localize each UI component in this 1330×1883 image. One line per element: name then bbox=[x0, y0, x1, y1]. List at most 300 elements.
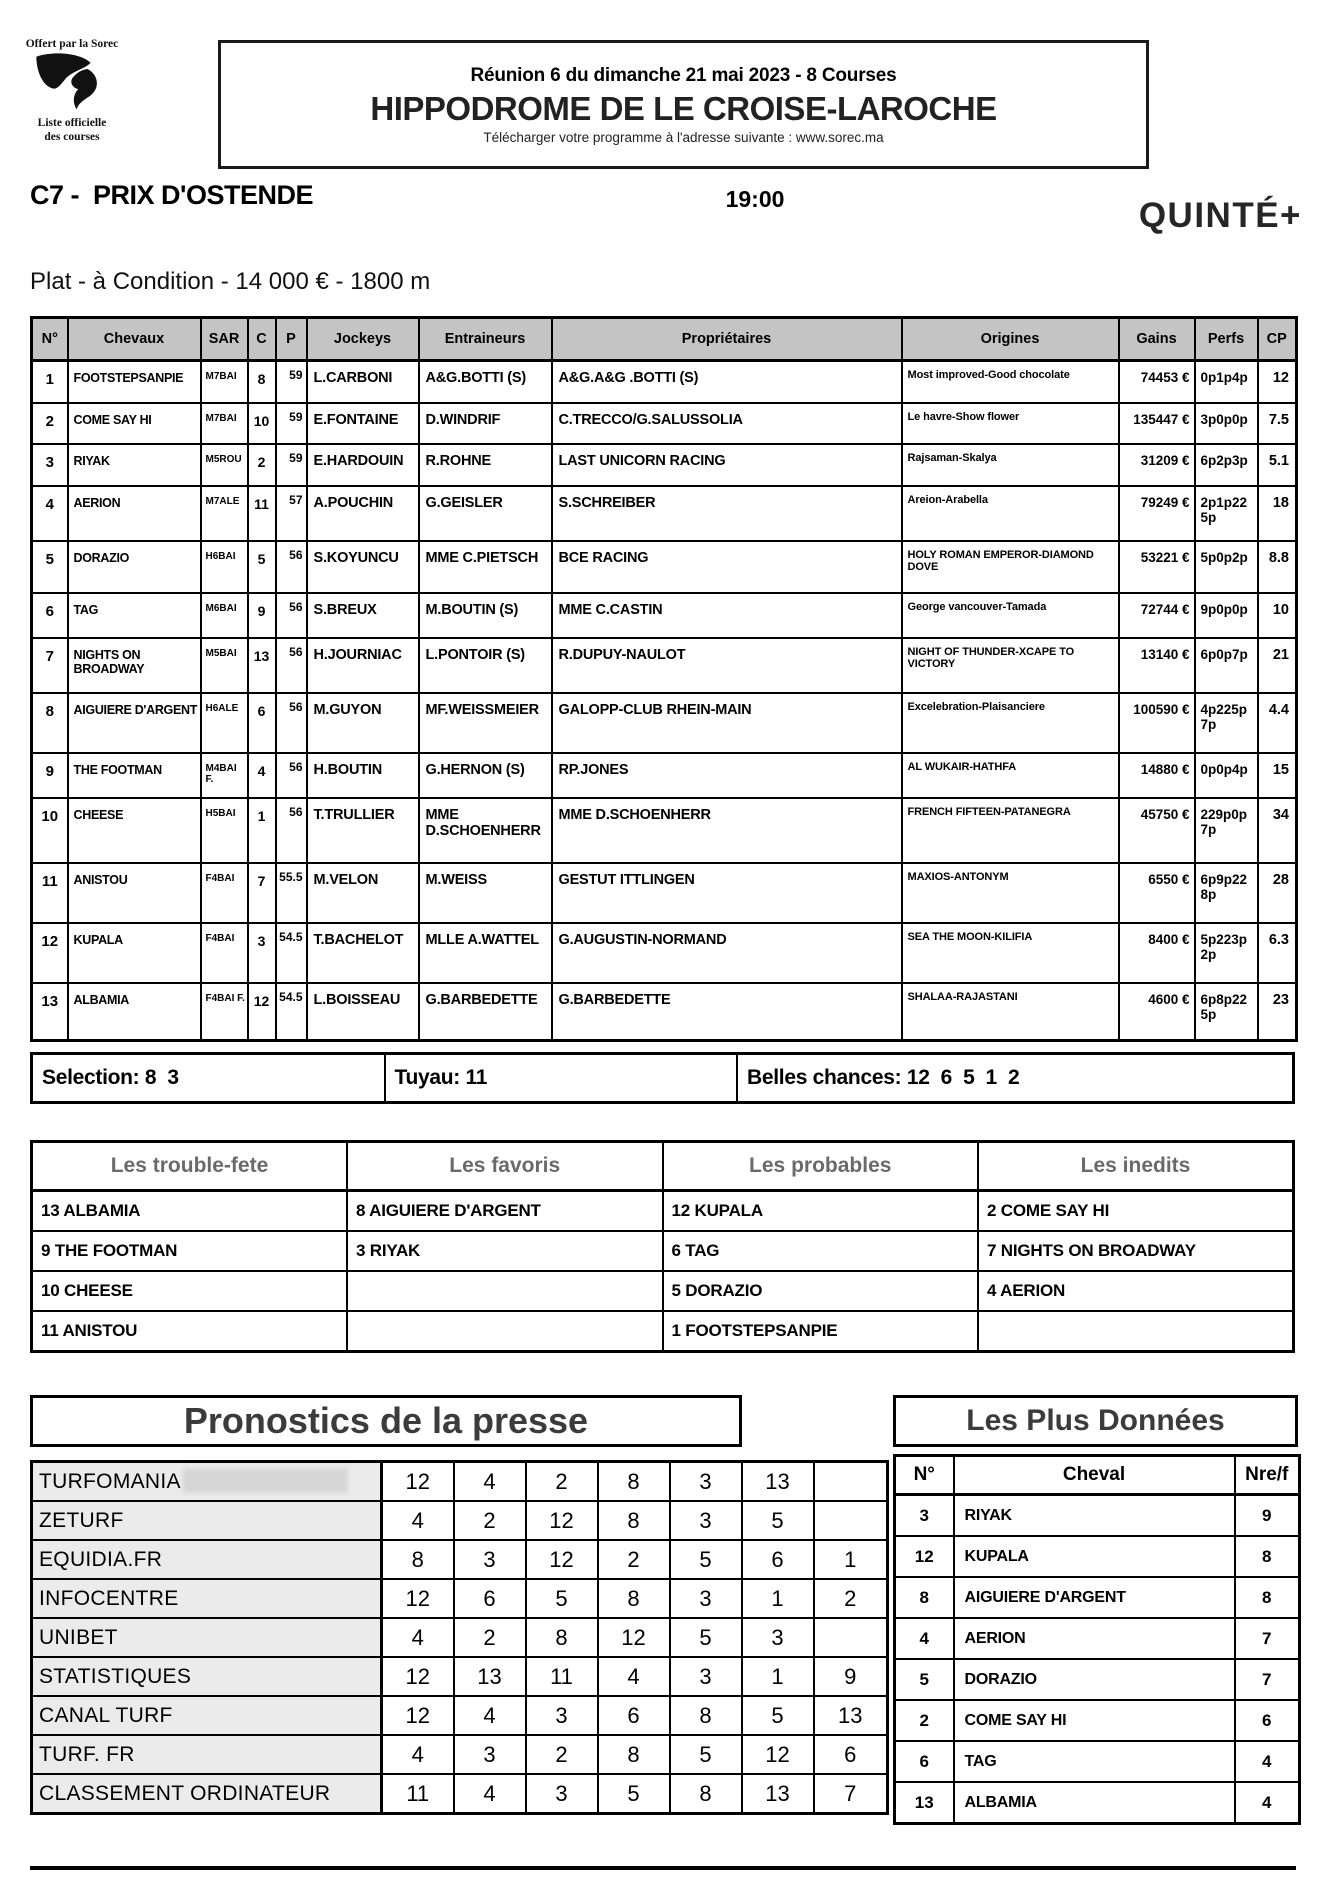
corde: 6 bbox=[248, 693, 276, 753]
poids: 59 bbox=[276, 361, 307, 403]
corde: 10 bbox=[248, 403, 276, 444]
chances-row bbox=[32, 1191, 1294, 1232]
press-pick: 6 bbox=[814, 1735, 888, 1774]
chance-cell: 7 NIGHTS ON BROADWAY bbox=[978, 1231, 1294, 1271]
press-pick: 8 bbox=[598, 1501, 670, 1540]
horse-name: COME SAY HI bbox=[68, 403, 201, 444]
press-pick: 2 bbox=[814, 1579, 888, 1618]
runner-row bbox=[32, 638, 1297, 693]
gains: 45750 € bbox=[1119, 798, 1195, 863]
press-source: EQUIDIA.FR bbox=[32, 1540, 382, 1579]
owner: G.BARBEDETTE bbox=[552, 983, 902, 1041]
press-pick: 13 bbox=[742, 1774, 814, 1814]
press-pick: 8 bbox=[382, 1540, 454, 1579]
runner-row bbox=[32, 753, 1297, 798]
sar: F4BAI F. bbox=[201, 983, 248, 1041]
horse-name: KUPALA bbox=[68, 923, 201, 983]
press-pick: 5 bbox=[670, 1618, 742, 1657]
chance-cell bbox=[347, 1271, 663, 1311]
gains: 8400 € bbox=[1119, 923, 1195, 983]
chance-cell: 10 CHEESE bbox=[32, 1271, 348, 1311]
horse-name: CHEESE bbox=[68, 798, 201, 863]
sorec-horse-logo-icon bbox=[20, 52, 124, 114]
chances-row bbox=[32, 1311, 1294, 1352]
runner-row bbox=[32, 593, 1297, 638]
most-given-row bbox=[895, 1700, 1300, 1741]
col-header-jockeys: Jockeys bbox=[307, 318, 419, 361]
runners-table bbox=[30, 316, 1298, 1042]
chance-cell: 6 TAG bbox=[663, 1231, 979, 1271]
most-given-row bbox=[895, 1659, 1300, 1700]
trainer: M.BOUTIN (S) bbox=[419, 593, 552, 638]
press-row bbox=[32, 1501, 888, 1540]
runner-num: 11 bbox=[32, 863, 68, 923]
jockey: H.JOURNIAC bbox=[307, 638, 419, 693]
press-pick: 5 bbox=[526, 1579, 598, 1618]
sar: F4BAI bbox=[201, 923, 248, 983]
horse-name: RIYAK bbox=[68, 444, 201, 486]
horse-name: TAG bbox=[954, 1741, 1235, 1782]
perfs: 3p0p0p bbox=[1195, 403, 1258, 444]
press-pick bbox=[814, 1462, 888, 1502]
perfs: 5p0p2p bbox=[1195, 541, 1258, 593]
gains: 14880 € bbox=[1119, 753, 1195, 798]
origins: SHALAA-RAJASTANI bbox=[902, 983, 1119, 1041]
press-pick: 4 bbox=[382, 1618, 454, 1657]
jockey: S.BREUX bbox=[307, 593, 419, 638]
corde: 13 bbox=[248, 638, 276, 693]
press-pick: 8 bbox=[598, 1735, 670, 1774]
runner-row bbox=[32, 798, 1297, 863]
press-source: CANAL TURF bbox=[32, 1696, 382, 1735]
press-pick: 8 bbox=[598, 1462, 670, 1502]
jockey: M.VELON bbox=[307, 863, 419, 923]
sar: M4BAI F. bbox=[201, 753, 248, 798]
poids: 57 bbox=[276, 486, 307, 541]
runner-row bbox=[32, 403, 1297, 444]
origins: MAXIOS-ANTONYM bbox=[902, 863, 1119, 923]
col-header-entraineurs: Entraineurs bbox=[419, 318, 552, 361]
cp: 21 bbox=[1258, 638, 1297, 693]
owner: A&G.A&G .BOTTI (S) bbox=[552, 361, 902, 403]
press-pick bbox=[814, 1501, 888, 1540]
most-given-header-row bbox=[895, 1456, 1300, 1495]
press-pick: 3 bbox=[670, 1579, 742, 1618]
gains: 79249 € bbox=[1119, 486, 1195, 541]
runner-row bbox=[32, 541, 1297, 593]
trainer: G.BARBEDETTE bbox=[419, 983, 552, 1041]
corde: 2 bbox=[248, 444, 276, 486]
owner: R.DUPUY-NAULOT bbox=[552, 638, 902, 693]
sar: H5BAI bbox=[201, 798, 248, 863]
col-num: N° bbox=[895, 1456, 954, 1495]
press-pick: 5 bbox=[742, 1501, 814, 1540]
owner: GALOPP-CLUB RHEIN-MAIN bbox=[552, 693, 902, 753]
trainer: R.ROHNE bbox=[419, 444, 552, 486]
chance-cell: 11 ANISTOU bbox=[32, 1311, 348, 1352]
runner-row bbox=[32, 693, 1297, 753]
press-title: Pronostics de la presse bbox=[30, 1395, 742, 1447]
cp: 28 bbox=[1258, 863, 1297, 923]
runner-num: 1 bbox=[32, 361, 68, 403]
press-pick: 5 bbox=[670, 1540, 742, 1579]
press-pick: 1 bbox=[814, 1540, 888, 1579]
owner: RP.JONES bbox=[552, 753, 902, 798]
press-pick: 5 bbox=[598, 1774, 670, 1814]
chances-header-row bbox=[32, 1142, 1294, 1191]
press-pick: 12 bbox=[526, 1540, 598, 1579]
sar: H6ALE bbox=[201, 693, 248, 753]
blurred-redaction bbox=[183, 1468, 348, 1493]
trainer: MLLE A.WATTEL bbox=[419, 923, 552, 983]
horse-name: ALBAMIA bbox=[954, 1782, 1235, 1824]
count: 7 bbox=[1235, 1618, 1300, 1659]
owner: C.TRECCO/G.SALUSSOLIA bbox=[552, 403, 902, 444]
gains: 4600 € bbox=[1119, 983, 1195, 1041]
press-pick: 12 bbox=[382, 1696, 454, 1735]
chance-cell: 5 DORAZIO bbox=[663, 1271, 979, 1311]
corde: 4 bbox=[248, 753, 276, 798]
press-pick: 11 bbox=[526, 1657, 598, 1696]
press-pick: 5 bbox=[670, 1735, 742, 1774]
press-row bbox=[32, 1540, 888, 1579]
press-pick: 12 bbox=[742, 1735, 814, 1774]
sar: M7ALE bbox=[201, 486, 248, 541]
chance-cell: 9 THE FOOTMAN bbox=[32, 1231, 348, 1271]
gains: 72744 € bbox=[1119, 593, 1195, 638]
press-pick: 3 bbox=[670, 1462, 742, 1502]
press-pick: 12 bbox=[598, 1618, 670, 1657]
owner: GESTUT ITTLINGEN bbox=[552, 863, 902, 923]
press-pick: 8 bbox=[670, 1774, 742, 1814]
press-pick: 4 bbox=[598, 1657, 670, 1696]
runner-row bbox=[32, 361, 1297, 403]
jockey: T.TRULLIER bbox=[307, 798, 419, 863]
origins: AL WUKAIR-HATHFA bbox=[902, 753, 1119, 798]
corde: 3 bbox=[248, 923, 276, 983]
press-pick: 4 bbox=[382, 1501, 454, 1540]
poids: 59 bbox=[276, 403, 307, 444]
trainer: M.WEISS bbox=[419, 863, 552, 923]
col-header-perfs: Perfs bbox=[1195, 318, 1258, 361]
press-pick: 2 bbox=[526, 1735, 598, 1774]
horse-name: COME SAY HI bbox=[954, 1700, 1235, 1741]
chances-table bbox=[30, 1140, 1295, 1353]
runner-num: 5 bbox=[32, 541, 68, 593]
chance-cell bbox=[347, 1311, 663, 1352]
runner-num: 9 bbox=[32, 753, 68, 798]
cp: 10 bbox=[1258, 593, 1297, 638]
chance-cell: 4 AERION bbox=[978, 1271, 1294, 1311]
origins: NIGHT OF THUNDER-XCAPE TO VICTORY bbox=[902, 638, 1119, 693]
page-cutoff-line bbox=[30, 1866, 1296, 1870]
cp: 12 bbox=[1258, 361, 1297, 403]
jockey: A.POUCHIN bbox=[307, 486, 419, 541]
jockey: H.BOUTIN bbox=[307, 753, 419, 798]
press-pick: 4 bbox=[454, 1696, 526, 1735]
chances-row bbox=[32, 1231, 1294, 1271]
col-header-p: P bbox=[276, 318, 307, 361]
press-pick: 3 bbox=[454, 1540, 526, 1579]
gains: 53221 € bbox=[1119, 541, 1195, 593]
chance-cell: 2 COME SAY HI bbox=[978, 1191, 1294, 1232]
perfs: 5p223p2p bbox=[1195, 923, 1258, 983]
col-header-gains: Gains bbox=[1119, 318, 1195, 361]
press-pick: 1 bbox=[742, 1579, 814, 1618]
press-pick: 2 bbox=[598, 1540, 670, 1579]
sar: M6BAI bbox=[201, 593, 248, 638]
runner-num: 10 bbox=[32, 798, 68, 863]
sorec-logo bbox=[20, 38, 124, 145]
origins: SEA THE MOON-KILIFIA bbox=[902, 923, 1119, 983]
horse-num: 8 bbox=[895, 1577, 954, 1618]
trainer: G.HERNON (S) bbox=[419, 753, 552, 798]
selection-label: Selection: 8 3 bbox=[33, 1055, 386, 1101]
owner: MME C.CASTIN bbox=[552, 593, 902, 638]
gains: 100590 € bbox=[1119, 693, 1195, 753]
poids: 56 bbox=[276, 541, 307, 593]
col-header-cp: CP bbox=[1258, 318, 1297, 361]
horse-name: AERION bbox=[68, 486, 201, 541]
owner: S.SCHREIBER bbox=[552, 486, 902, 541]
press-pick bbox=[814, 1618, 888, 1657]
count: 9 bbox=[1235, 1495, 1300, 1537]
sar: M5ROU bbox=[201, 444, 248, 486]
press-source: ZETURF bbox=[32, 1501, 382, 1540]
race-time: 19:00 bbox=[725, 186, 785, 212]
press-source: CLASSEMENT ORDINATEUR bbox=[32, 1774, 382, 1814]
perfs: 6p0p7p bbox=[1195, 638, 1258, 693]
col-header-chevaux: Chevaux bbox=[68, 318, 201, 361]
runner-num: 3 bbox=[32, 444, 68, 486]
runner-num: 6 bbox=[32, 593, 68, 638]
horse-name: KUPALA bbox=[954, 1536, 1235, 1577]
runner-num: 7 bbox=[32, 638, 68, 693]
corde: 12 bbox=[248, 983, 276, 1041]
press-pick: 6 bbox=[598, 1696, 670, 1735]
chance-cell: 3 RIYAK bbox=[347, 1231, 663, 1271]
runner-row bbox=[32, 444, 1297, 486]
runner-num: 2 bbox=[32, 403, 68, 444]
horse-num: 3 bbox=[895, 1495, 954, 1537]
horse-name: AIGUIERE D'ARGENT bbox=[68, 693, 201, 753]
press-source: TURF. FR bbox=[32, 1735, 382, 1774]
origins: Most improved-Good chocolate bbox=[902, 361, 1119, 403]
sar: H6BAI bbox=[201, 541, 248, 593]
trainer: G.GEISLER bbox=[419, 486, 552, 541]
chances-row bbox=[32, 1271, 1294, 1311]
race-conditions: Plat - à Condition - 14 000 € - 1800 m bbox=[30, 268, 431, 295]
most-given-table bbox=[893, 1454, 1301, 1825]
press-row bbox=[32, 1774, 888, 1814]
jockey: E.FONTAINE bbox=[307, 403, 419, 444]
perfs: 6p8p225p bbox=[1195, 983, 1258, 1041]
trainer: D.WINDRIF bbox=[419, 403, 552, 444]
horse-name: ANISTOU bbox=[68, 863, 201, 923]
selection-bar bbox=[30, 1052, 1295, 1104]
trainer: MME D.SCHOENHERR bbox=[419, 798, 552, 863]
press-pick: 8 bbox=[670, 1696, 742, 1735]
col-header-sar: SAR bbox=[201, 318, 248, 361]
press-row bbox=[32, 1657, 888, 1696]
press-pick: 8 bbox=[526, 1618, 598, 1657]
poids: 56 bbox=[276, 593, 307, 638]
cp: 6.3 bbox=[1258, 923, 1297, 983]
press-pick: 5 bbox=[742, 1696, 814, 1735]
sar: M7BAI bbox=[201, 403, 248, 444]
press-pick: 2 bbox=[454, 1618, 526, 1657]
col-favoris: Les favoris bbox=[347, 1142, 663, 1191]
press-pick: 6 bbox=[454, 1579, 526, 1618]
press-pick: 7 bbox=[814, 1774, 888, 1814]
chance-cell: 8 AIGUIERE D'ARGENT bbox=[347, 1191, 663, 1232]
origins: Excelebration-Plaisanciere bbox=[902, 693, 1119, 753]
quinte-badge: QUINTÉ+ bbox=[1138, 196, 1302, 235]
meeting-header-box bbox=[218, 40, 1149, 169]
count: 8 bbox=[1235, 1577, 1300, 1618]
press-pick: 13 bbox=[814, 1696, 888, 1735]
press-pick: 12 bbox=[526, 1501, 598, 1540]
press-pick: 9 bbox=[814, 1657, 888, 1696]
origins: FRENCH FIFTEEN-PATANEGRA bbox=[902, 798, 1119, 863]
trainer: A&G.BOTTI (S) bbox=[419, 361, 552, 403]
cp: 5.1 bbox=[1258, 444, 1297, 486]
press-pick: 13 bbox=[454, 1657, 526, 1696]
jockey: M.GUYON bbox=[307, 693, 419, 753]
runner-row bbox=[32, 983, 1297, 1041]
horse-num: 6 bbox=[895, 1741, 954, 1782]
jockey: T.BACHELOT bbox=[307, 923, 419, 983]
runner-num: 12 bbox=[32, 923, 68, 983]
owner: LAST UNICORN RACING bbox=[552, 444, 902, 486]
horse-name: ALBAMIA bbox=[68, 983, 201, 1041]
runner-row bbox=[32, 863, 1297, 923]
race-title: C7 - PRIX D'OSTENDE bbox=[30, 180, 313, 210]
horse-name: DORAZIO bbox=[68, 541, 201, 593]
cp: 4.4 bbox=[1258, 693, 1297, 753]
press-pick: 3 bbox=[742, 1618, 814, 1657]
cp: 8.8 bbox=[1258, 541, 1297, 593]
poids: 59 bbox=[276, 444, 307, 486]
owner: G.AUGUSTIN-NORMAND bbox=[552, 923, 902, 983]
most-given-row bbox=[895, 1741, 1300, 1782]
logo-bottom-text: Liste officielle des courses bbox=[37, 117, 107, 144]
most-given-row bbox=[895, 1536, 1300, 1577]
horse-name: AIGUIERE D'ARGENT bbox=[954, 1577, 1235, 1618]
press-pick: 12 bbox=[382, 1579, 454, 1618]
perfs: 0p0p4p bbox=[1195, 753, 1258, 798]
press-source: INFOCENTRE bbox=[32, 1579, 382, 1618]
most-given-row bbox=[895, 1577, 1300, 1618]
runner-num: 8 bbox=[32, 693, 68, 753]
horse-name: AERION bbox=[954, 1618, 1235, 1659]
press-pick: 2 bbox=[526, 1462, 598, 1502]
perfs: 4p225p7p bbox=[1195, 693, 1258, 753]
poids: 54.5 bbox=[276, 983, 307, 1041]
press-row bbox=[32, 1579, 888, 1618]
corde: 7 bbox=[248, 863, 276, 923]
owner: MME D.SCHOENHERR bbox=[552, 798, 902, 863]
press-row bbox=[32, 1735, 888, 1774]
most-given-row bbox=[895, 1782, 1300, 1824]
corde: 11 bbox=[248, 486, 276, 541]
press-pick: 3 bbox=[526, 1774, 598, 1814]
press-pick: 4 bbox=[454, 1462, 526, 1502]
chance-cell: 13 ALBAMIA bbox=[32, 1191, 348, 1232]
owner: BCE RACING bbox=[552, 541, 902, 593]
gains: 135447 € bbox=[1119, 403, 1195, 444]
runner-num: 4 bbox=[32, 486, 68, 541]
press-pick: 8 bbox=[598, 1579, 670, 1618]
col-cheval: Cheval bbox=[954, 1456, 1235, 1495]
press-pick: 4 bbox=[454, 1774, 526, 1814]
press-pick: 12 bbox=[382, 1462, 454, 1502]
poids: 56 bbox=[276, 798, 307, 863]
horse-name: RIYAK bbox=[954, 1495, 1235, 1537]
press-pick: 1 bbox=[742, 1657, 814, 1696]
origins: Areion-Arabella bbox=[902, 486, 1119, 541]
horse-name: DORAZIO bbox=[954, 1659, 1235, 1700]
cp: 23 bbox=[1258, 983, 1297, 1041]
perfs: 6p9p228p bbox=[1195, 863, 1258, 923]
runners-header-row bbox=[32, 318, 1297, 361]
perfs: 229p0p7p bbox=[1195, 798, 1258, 863]
jockey: L.CARBONI bbox=[307, 361, 419, 403]
horse-name: TAG bbox=[68, 593, 201, 638]
perfs: 6p2p3p bbox=[1195, 444, 1258, 486]
gains: 6550 € bbox=[1119, 863, 1195, 923]
jockey: S.KOYUNCU bbox=[307, 541, 419, 593]
press-table bbox=[30, 1460, 889, 1815]
press-pick: 2 bbox=[454, 1501, 526, 1540]
horse-name: THE FOOTMAN bbox=[68, 753, 201, 798]
corde: 5 bbox=[248, 541, 276, 593]
cp: 7.5 bbox=[1258, 403, 1297, 444]
corde: 9 bbox=[248, 593, 276, 638]
press-row bbox=[32, 1696, 888, 1735]
press-pick: 3 bbox=[526, 1696, 598, 1735]
press-pick: 12 bbox=[382, 1657, 454, 1696]
count: 6 bbox=[1235, 1700, 1300, 1741]
press-source: TURFOMANIA bbox=[32, 1462, 382, 1502]
press-pick: 13 bbox=[742, 1462, 814, 1502]
hippodrome-title: HIPPODROME DE LE CROISE-LAROCHE bbox=[370, 89, 997, 127]
download-note: Télécharger votre programme à l'adresse suivante : www.sorec.ma bbox=[483, 129, 884, 145]
most-given-title: Les Plus Données bbox=[893, 1395, 1298, 1447]
trainer: MF.WEISSMEIER bbox=[419, 693, 552, 753]
cp: 18 bbox=[1258, 486, 1297, 541]
sar: M5BAI bbox=[201, 638, 248, 693]
meeting-line: Réunion 6 du dimanche 21 mai 2023 - 8 Courses bbox=[470, 64, 897, 86]
col-header-c: C bbox=[248, 318, 276, 361]
chance-cell: 12 KUPALA bbox=[663, 1191, 979, 1232]
gains: 74453 € bbox=[1119, 361, 1195, 403]
runner-row bbox=[32, 923, 1297, 983]
logo-top-text: Offert par la Sorec bbox=[25, 38, 119, 50]
press-source: UNIBET bbox=[32, 1618, 382, 1657]
horse-num: 13 bbox=[895, 1782, 954, 1824]
cp: 15 bbox=[1258, 753, 1297, 798]
press-pick: 3 bbox=[670, 1501, 742, 1540]
col-probables: Les probables bbox=[663, 1142, 979, 1191]
horse-name: NIGHTS ON BROADWAY bbox=[68, 638, 201, 693]
poids: 56 bbox=[276, 753, 307, 798]
count: 4 bbox=[1235, 1741, 1300, 1782]
gains: 13140 € bbox=[1119, 638, 1195, 693]
belles-chances-label: Belles chances: 12 6 5 1 2 bbox=[747, 1066, 1020, 1089]
poids: 56 bbox=[276, 638, 307, 693]
count: 8 bbox=[1235, 1536, 1300, 1577]
